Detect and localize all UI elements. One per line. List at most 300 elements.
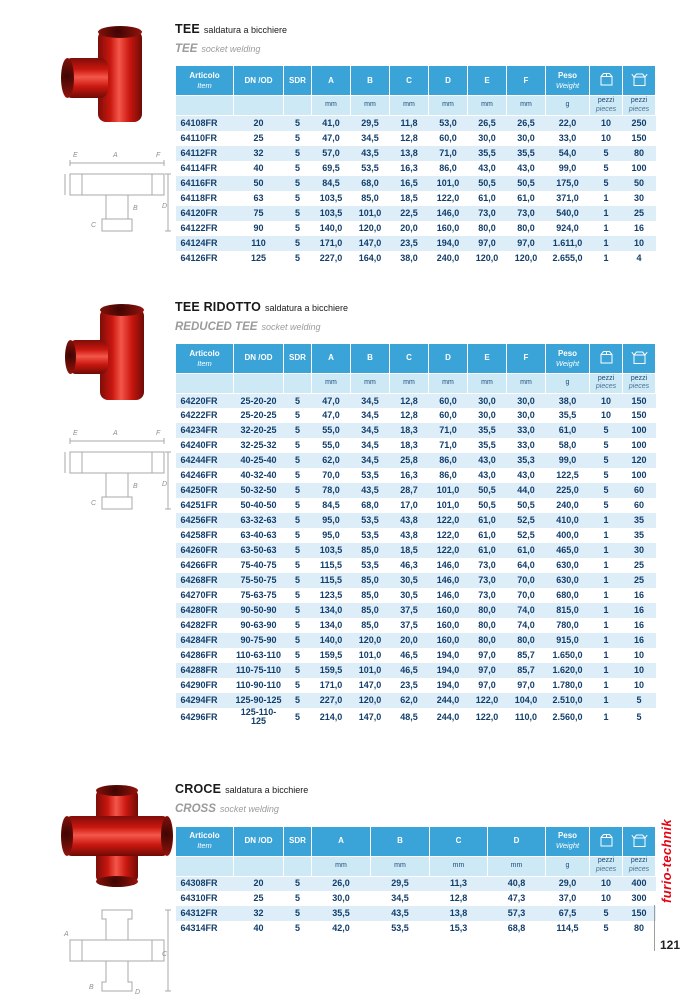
header-row [176,66,656,96]
table-row [176,618,656,633]
value-cell: 80,0 [517,222,535,233]
article-code: 64220FR [176,393,234,408]
unit-sublabel: pieces [595,383,617,391]
article-code: 64282FR [180,620,218,631]
value-cell: 43,0 [478,470,496,481]
value-cell: 85,0 [361,590,379,601]
column-header [234,826,284,856]
value-cell: 214,0 [319,711,343,722]
header-label: B [397,836,403,846]
column-header [507,66,546,96]
pipe-shape [64,816,170,856]
article-code: 64258FR [180,530,218,541]
value-cell: 150 [631,132,647,143]
header-label: D [513,836,520,846]
value-cell: 57,0 [312,146,351,161]
cross-drawing-svg [63,906,171,996]
value-cell: 5 [590,176,623,191]
unit-cell: mm [351,96,390,116]
header-label: DN /OD [244,353,273,363]
value-cell: 63 [253,192,264,203]
value-cell: 71,0 [439,440,457,451]
column-header [176,343,234,373]
value-cell: 250 [623,116,656,131]
value-cell: 5 [294,252,300,263]
header-label: Articolo [189,348,220,358]
value-cell: 78,0 [312,483,351,498]
value-cell: 5 [603,470,609,481]
value-cell: 146,0 [436,560,460,571]
value-cell: 84,5 [312,176,351,191]
header-label: Peso [557,831,578,841]
value-cell: 43,0 [468,453,507,468]
value-cell: 120,0 [514,252,538,263]
value-cell: 61,0 [478,530,496,541]
value-cell: 400,0 [556,530,579,541]
value-cell: 134,0 [312,603,351,618]
header-label: F [523,75,529,85]
article-code: 64251FR [180,500,218,511]
unit-cell [590,373,623,393]
value-cell: 75-40-75 [240,560,277,571]
value-cell: 101,0 [429,483,468,498]
section-subtitle-desc: socket welding [261,321,321,332]
unit-cell: mm [390,373,429,393]
value-cell: 1 [590,236,623,251]
article-code: 64222FR [180,410,218,421]
value-cell: 80 [633,923,644,934]
column-header [371,826,430,856]
value-cell: 53,5 [361,530,379,541]
pipe-shape [61,816,73,856]
value-cell: 48,5 [400,711,418,722]
tee-drawing-svg [63,146,171,236]
unit-cell [284,856,312,876]
product-photo-tee-ridotto [64,306,170,402]
value-cell: 150 [623,393,656,408]
value-cell: 85,0 [361,192,379,203]
value-cell: 25-20-20 [234,393,284,408]
article-code: 64234FR [176,423,234,438]
column-header [546,66,590,96]
article-code: 64250FR [176,483,234,498]
table-row [176,921,656,936]
header-label: C [406,75,412,85]
value-cell: 47,3 [507,893,526,904]
value-cell: 125 [250,252,267,263]
unit-label: pezzi [597,96,615,104]
value-cell: 80,0 [468,603,507,618]
value-cell: 1 [590,573,623,588]
article-code: 64312FR [176,906,234,921]
value-cell: 122,5 [556,470,579,481]
column-header [623,66,656,96]
pipe-shape [65,340,76,374]
article-code: 64110FR [180,132,218,143]
column-header [312,66,351,96]
value-cell: 115,5 [312,573,351,588]
units-row [176,856,656,876]
value-cell: 175,0 [546,176,590,191]
value-cell: 43,8 [390,513,429,528]
value-cell: 25-20-25 [240,410,277,421]
value-cell: 1 [603,530,609,541]
value-cell: 1 [603,252,609,263]
package-icon [599,350,614,364]
value-cell: 23,5 [390,236,429,251]
value-cell: 5 [294,132,300,143]
value-cell: 5 [294,923,300,934]
value-cell: 171,0 [319,680,343,691]
page-number: 121 [659,938,680,952]
value-cell: 410,0 [546,513,590,528]
value-cell: 1 [590,693,623,708]
value-cell: 5 [284,483,312,498]
value-cell: 540,0 [546,206,590,221]
unit-cell: mm [429,96,468,116]
section-subtitle [175,798,655,817]
header-label: C [406,353,412,363]
header-row [176,343,656,373]
value-cell: 30 [633,192,644,203]
spec-table-tee [175,65,656,266]
value-cell: 29,5 [351,116,390,131]
page-number-rule [654,905,655,951]
value-cell: 46,3 [400,560,418,571]
table-row [176,876,656,891]
value-cell: 74,0 [517,620,535,631]
value-cell: 2.655,0 [552,252,583,263]
value-cell: 18,3 [400,440,418,451]
value-cell: 16 [633,590,644,601]
table-row [176,648,656,663]
value-cell: 61,0 [478,192,496,203]
value-cell: 147,0 [358,711,382,722]
value-cell: 60,0 [439,132,457,143]
value-cell: 5 [284,633,312,648]
value-cell: 10 [600,132,611,143]
article-code: 64260FR [176,543,234,558]
value-cell: 90-63-90 [240,620,277,631]
value-cell: 101,0 [351,206,390,221]
table-row [176,573,656,588]
value-cell: 146,0 [429,573,468,588]
column-header [429,343,468,373]
unit-cell: g [546,373,590,393]
value-cell: 160,0 [429,633,468,648]
value-cell: 62,0 [390,693,429,708]
value-cell: 97,0 [478,650,496,661]
unit-sublabel: pieces [628,866,650,874]
value-cell: 104,0 [507,693,546,708]
section-title [175,22,655,37]
value-cell: 80,0 [468,633,507,648]
value-cell: 95,0 [312,513,351,528]
table-row [176,603,656,618]
value-cell: 10 [590,116,623,131]
package-icon [599,72,614,86]
value-cell: 10 [633,680,644,691]
value-cell: 16,3 [400,162,418,173]
value-cell: 20,0 [390,633,429,648]
value-cell: 1 [603,680,609,691]
value-cell: 1.780,0 [552,680,583,691]
carton-icon [631,833,648,847]
table-row [176,891,656,906]
value-cell: 159,5 [319,650,343,661]
value-cell: 32 [234,906,284,921]
article-code: 64256FR [176,513,234,528]
value-cell: 630,0 [546,573,590,588]
figures-tee-ridotto [58,300,175,514]
value-cell: 97,0 [468,236,507,251]
value-cell: 103,5 [312,543,351,558]
value-cell: 80,0 [478,620,496,631]
value-cell: 86,0 [439,162,457,173]
value-cell: 85,7 [507,663,546,678]
value-cell: 122,0 [429,513,468,528]
pipe-shape [61,58,74,98]
value-cell: 73,0 [478,590,496,601]
value-cell: 227,0 [319,252,343,263]
unit-cell [176,373,234,393]
value-cell: 5 [294,162,300,173]
table-area-croce [175,782,655,936]
svg-text:F: F [155,429,160,437]
value-cell: 101,0 [351,663,390,678]
value-cell: 40,8 [488,876,546,891]
value-cell: 61,0 [468,543,507,558]
value-cell: 34,5 [361,440,379,451]
article-code: 64266FR [180,560,218,571]
article-code: 64284FR [176,633,234,648]
value-cell: 12,8 [400,132,418,143]
value-cell: 240,0 [436,252,460,263]
value-cell: 54,0 [546,146,590,161]
value-cell: 99,0 [558,162,577,173]
value-cell: 34,5 [391,893,409,904]
value-cell: 5 [284,423,312,438]
value-cell: 55,0 [312,423,351,438]
value-cell: 5 [284,176,312,191]
header-label: B [367,353,373,363]
value-cell: 43,0 [517,162,535,173]
value-cell: 5 [294,440,300,451]
value-cell: 67,5 [546,906,590,921]
section-title [175,782,655,797]
value-cell: 52,5 [507,513,546,528]
article-code: 64268FR [176,573,234,588]
product-photo-croce [64,788,170,884]
value-cell: 50,5 [468,176,507,191]
table-row [176,206,656,221]
value-cell: 50-32-50 [234,483,284,498]
value-cell: 5 [284,693,312,708]
unit-cell [284,96,312,116]
value-cell: 134,0 [319,620,343,631]
value-cell: 101,0 [436,500,460,511]
technical-drawing-tee-ridotto [63,424,171,514]
column-header [546,343,590,373]
svg-text:E: E [72,152,78,159]
value-cell: 147,0 [358,680,382,691]
value-cell: 58,0 [558,440,577,451]
value-cell: 43,8 [400,530,418,541]
value-cell: 73,0 [478,560,496,571]
table-row [176,483,656,498]
header-label: Articolo [189,71,220,80]
value-cell: 35,5 [478,440,496,451]
value-cell: 16 [623,633,656,648]
article-code: 64240FR [180,440,218,451]
value-cell: 30,5 [390,573,429,588]
value-cell: 97,0 [517,680,535,691]
section-subtitle-name: TEE [175,43,198,55]
value-cell: 38,0 [400,252,418,263]
value-cell: 924,0 [556,222,579,233]
value-cell: 62,0 [312,453,351,468]
value-cell: 53,5 [391,923,409,934]
value-cell: 1 [590,663,623,678]
value-cell: 80,0 [478,222,496,233]
column-header [590,826,623,856]
table-row [176,906,656,921]
value-cell: 5 [284,543,312,558]
value-cell: 30,0 [517,410,535,421]
column-header [390,66,429,96]
value-cell: 38,0 [546,393,590,408]
value-cell: 10 [590,876,623,891]
section-title-name: TEE RIDOTTO [175,299,262,314]
value-cell: 16,5 [390,176,429,191]
brand-vertical-text: furio-technik [659,819,674,903]
value-cell: 125-110-125 [240,707,277,727]
value-cell: 90-75-90 [234,633,284,648]
value-cell: 110-63-110 [235,650,282,661]
value-cell: 5 [294,222,300,233]
value-cell: 30,0 [332,893,350,904]
unit-label: pezzi [630,857,648,865]
value-cell: 5 [294,590,300,601]
value-cell: 160,0 [436,222,460,233]
column-header [312,826,371,856]
value-cell: 240,0 [556,500,579,511]
value-cell: 35,5 [468,423,507,438]
value-cell: 85,0 [361,620,379,631]
value-cell: 30,5 [400,590,418,601]
column-header [312,343,351,373]
table-row [176,558,656,573]
value-cell: 5 [284,116,312,131]
value-cell: 28,7 [390,483,429,498]
table-row [176,116,656,131]
value-cell: 5 [603,500,609,511]
value-cell: 60,0 [429,393,468,408]
value-cell: 18,3 [390,423,429,438]
column-header [351,343,390,373]
section-subtitle [175,316,655,335]
value-cell: 1 [603,590,609,601]
value-cell: 73,0 [468,206,507,221]
spec-table-tee-ridotto [175,343,656,727]
value-cell: 120 [623,453,656,468]
value-cell: 12,8 [449,893,468,904]
unit-cell: mm [312,373,351,393]
value-cell: 23,5 [400,680,418,691]
section-subtitle-desc: socket welding [219,804,279,815]
value-cell: 73,0 [507,206,546,221]
header-sublabel: Weight [555,841,580,851]
value-cell: 53,5 [361,162,379,173]
svg-text:D: D [161,480,167,488]
value-cell: 5 [603,923,609,934]
table-body [176,876,656,936]
header-label: E [484,353,490,363]
value-cell: 18,5 [400,192,418,203]
column-header [234,343,284,373]
value-cell: 1 [590,513,623,528]
value-cell: 5 [294,680,300,691]
unit-cell: mm [507,373,546,393]
value-cell: 194,0 [436,650,460,661]
svg-text:C: C [161,951,167,959]
table-area-tee-ridotto [175,300,655,727]
svg-text:E: E [72,429,78,437]
value-cell: 1 [603,711,609,722]
value-cell: 68,0 [351,176,390,191]
value-cell: 110,0 [514,711,538,722]
value-cell: 160,0 [436,620,460,631]
value-cell: 16,3 [400,470,418,481]
value-cell: 71,0 [429,423,468,438]
value-cell: 17,0 [400,500,418,511]
value-cell: 5 [603,440,609,451]
value-cell: 34,5 [351,393,390,408]
header-label: C [455,836,462,846]
value-cell: 630,0 [556,560,579,571]
value-cell: 50 [234,176,284,191]
value-cell: 61,0 [546,423,590,438]
table-row [176,221,656,236]
unit-cell [176,96,234,116]
value-cell: 44,0 [507,483,546,498]
value-cell: 80 [623,146,656,161]
value-cell: 13,8 [430,906,488,921]
value-cell: 53,5 [351,513,390,528]
value-cell: 32-25-32 [240,440,277,451]
technical-drawing-croce [63,906,171,996]
value-cell: 1 [590,543,623,558]
value-cell: 5 [294,410,300,421]
table-row [176,191,656,206]
unit-cell [284,373,312,393]
value-cell: 915,0 [546,633,590,648]
value-cell: 85,0 [351,543,390,558]
value-cell: 33,0 [517,440,535,451]
table-row [176,693,656,708]
value-cell: 35,5 [468,146,507,161]
table-row [176,176,656,191]
column-header [590,66,623,96]
value-cell: 10 [633,650,644,661]
value-cell: 41,0 [312,116,351,131]
value-cell: 86,0 [429,453,468,468]
table-row [176,588,656,603]
value-cell: 63-40-63 [240,530,277,541]
value-cell: 160,0 [429,603,468,618]
unit-cell [623,96,656,116]
svg-text:A: A [112,152,118,159]
